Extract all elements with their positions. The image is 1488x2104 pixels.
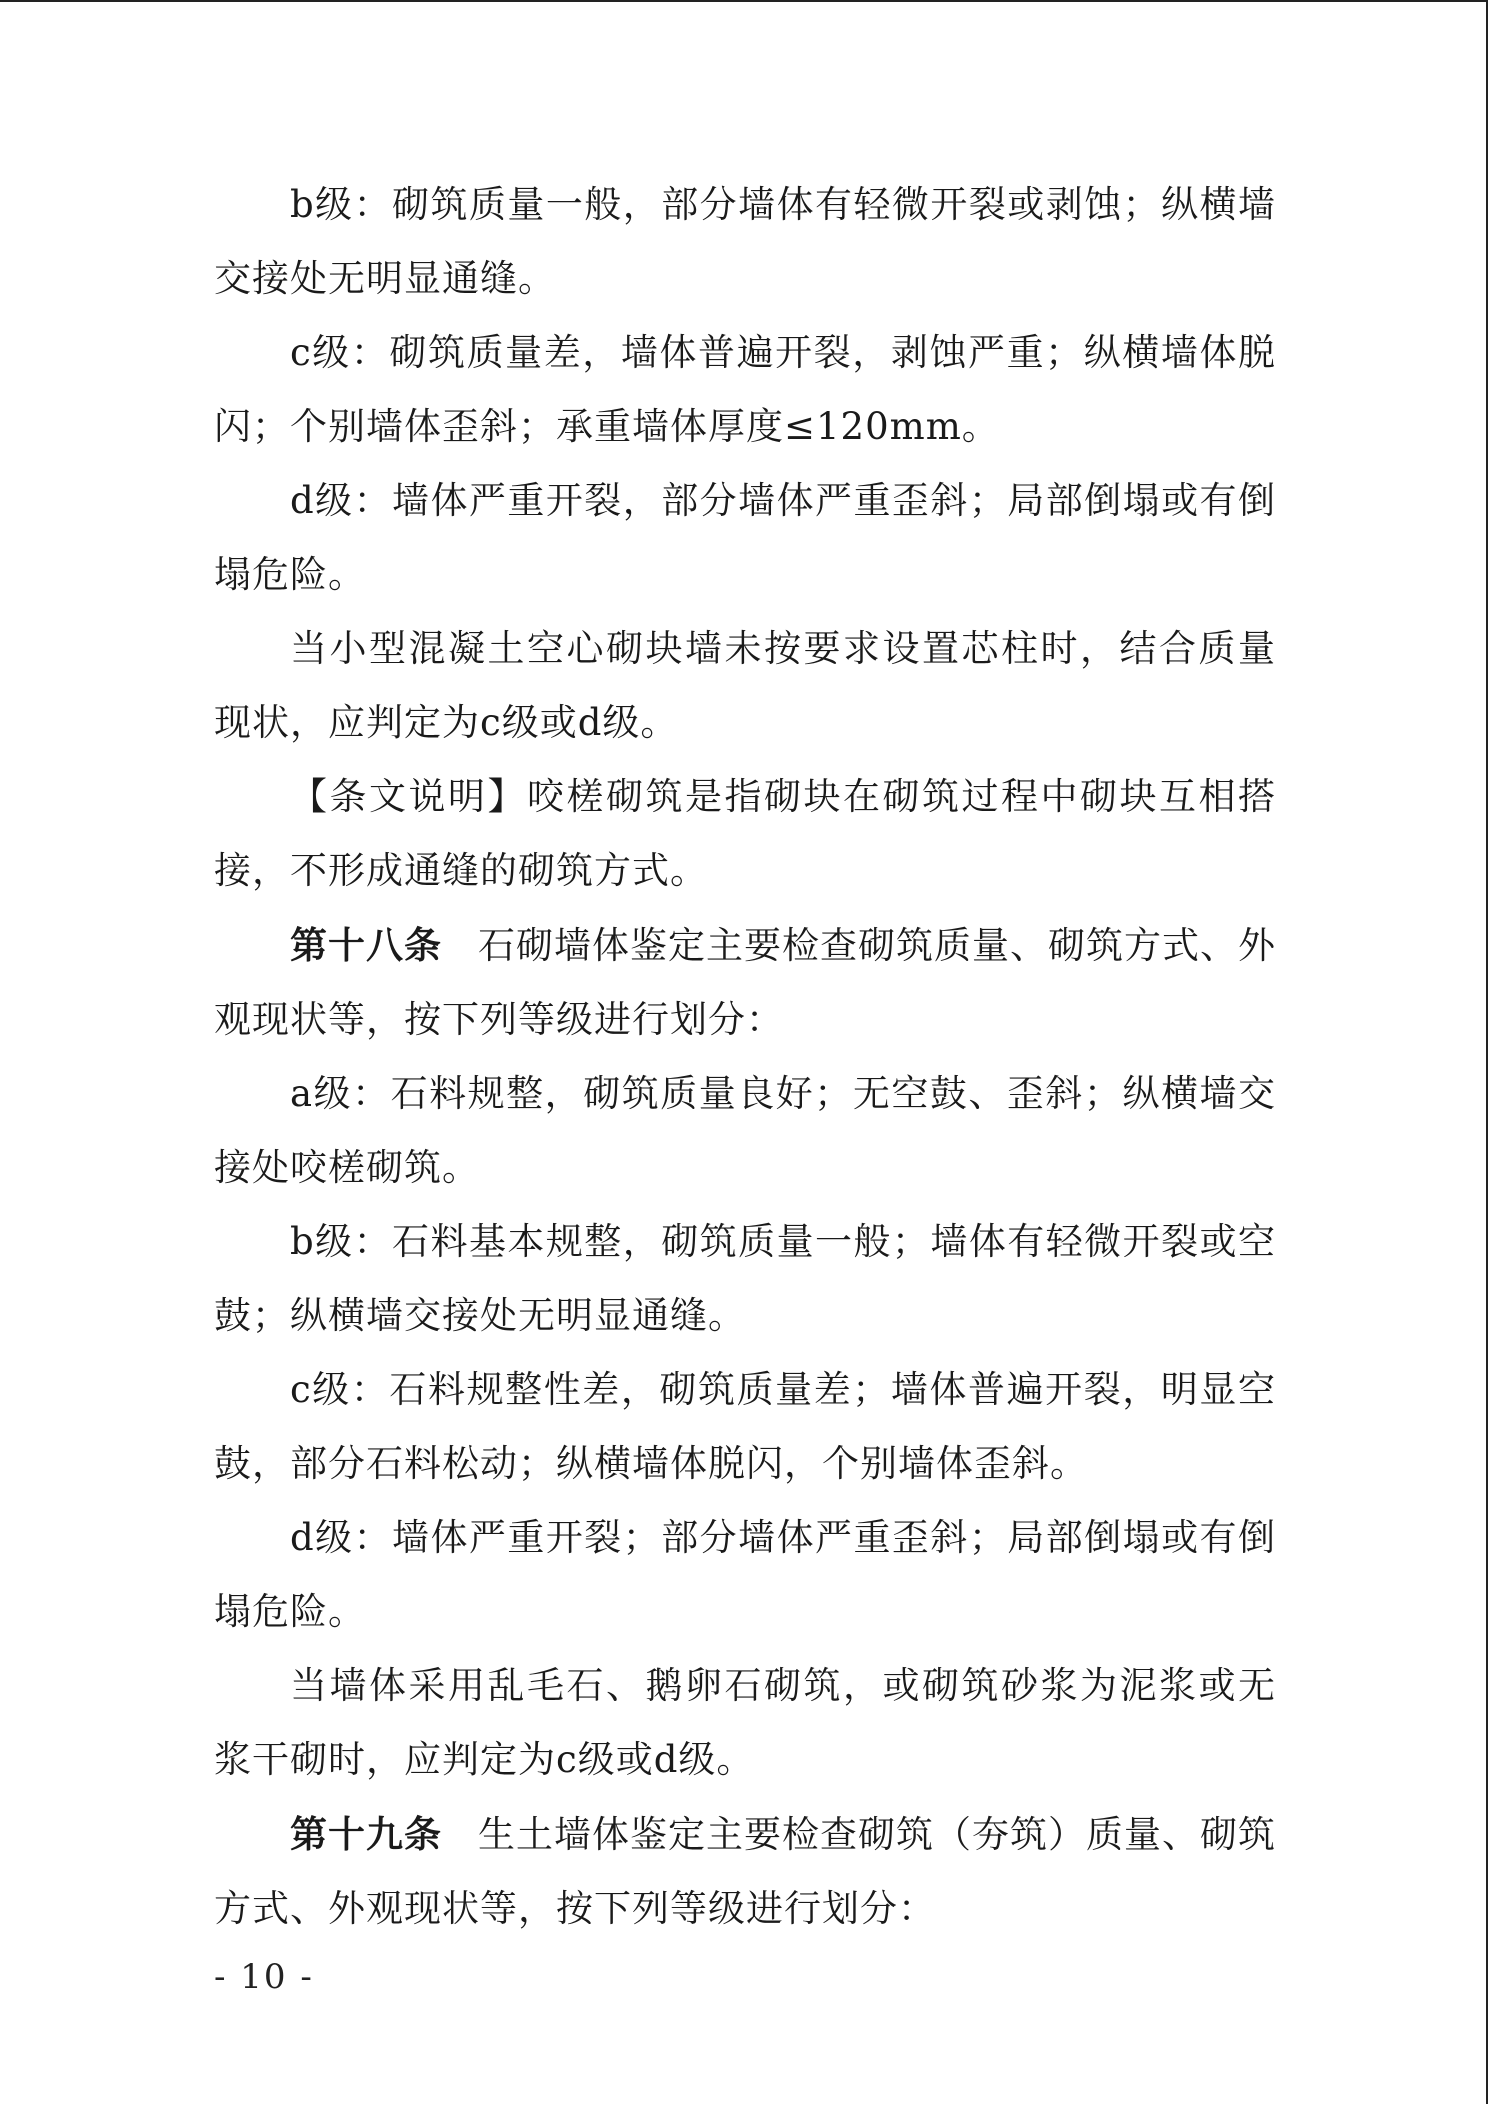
paragraph-stone-grade-d: d级：墙体严重开裂；部分墙体严重歪斜；局部倒塌或有倒塌危险。 bbox=[214, 1516, 1276, 1633]
article-19 bbox=[214, 1797, 1276, 1946]
document-body bbox=[214, 168, 1276, 1946]
paragraph-brick-grade-b: b级：砌筑质量一般，部分墙体有轻微开裂或剥蚀；纵横墙交接处无明显通缝。 bbox=[214, 183, 1276, 300]
article-18-intro: 石砌墙体鉴定主要检查砌筑质量、砌筑方式、外观现状等，按下列等级进行划分： bbox=[214, 924, 1276, 1041]
paragraph-stone-note: 当墙体采用乱毛石、鹅卵石砌筑，或砌筑砂浆为泥浆或无浆干砌时，应判定为c级或d级。 bbox=[214, 1664, 1276, 1781]
paragraph-stone-grade-b: b级：石料基本规整，砌筑质量一般；墙体有轻微开裂或空鼓；纵横墙交接处无明显通缝。 bbox=[214, 1220, 1276, 1337]
page-number: - 10 - bbox=[214, 1957, 314, 1997]
paragraph-stone-grade-c: c级：石料规整性差，砌筑质量差；墙体普遍开裂，明显空鼓，部分石料松动；纵横墙体脱闪，个别墙体歪斜。 bbox=[214, 1368, 1276, 1485]
article-18 bbox=[214, 908, 1276, 1057]
paragraph-clause-explanation: 【条文说明】咬槎砌筑是指砌块在砌筑过程中砌块互相搭接，不形成通缝的砌筑方式。 bbox=[214, 775, 1276, 892]
paragraph-brick-grade-d: d级：墙体严重开裂，部分墙体严重歪斜；局部倒塌或有倒塌危险。 bbox=[214, 479, 1276, 596]
article-18-heading: 第十八条 bbox=[290, 923, 442, 967]
article-19-intro: 生土墙体鉴定主要检查砌筑（夯筑）质量、砌筑方式、外观现状等，按下列等级进行划分： bbox=[214, 1813, 1276, 1930]
paragraph-stone-grade-a: a级：石料规整，砌筑质量良好；无空鼓、歪斜；纵横墙交接处咬槎砌筑。 bbox=[214, 1072, 1276, 1189]
paragraph-brick-grade-c: c级：砌筑质量差，墙体普遍开裂，剥蚀严重；纵横墙体脱闪；个别墙体歪斜；承重墙体厚度≤120mm。 bbox=[214, 331, 1276, 448]
paragraph-hollow-block-note: 当小型混凝土空心砌块墙未按要求设置芯柱时，结合质量现状，应判定为c级或d级。 bbox=[214, 627, 1276, 744]
article-19-heading: 第十九条 bbox=[290, 1812, 442, 1856]
